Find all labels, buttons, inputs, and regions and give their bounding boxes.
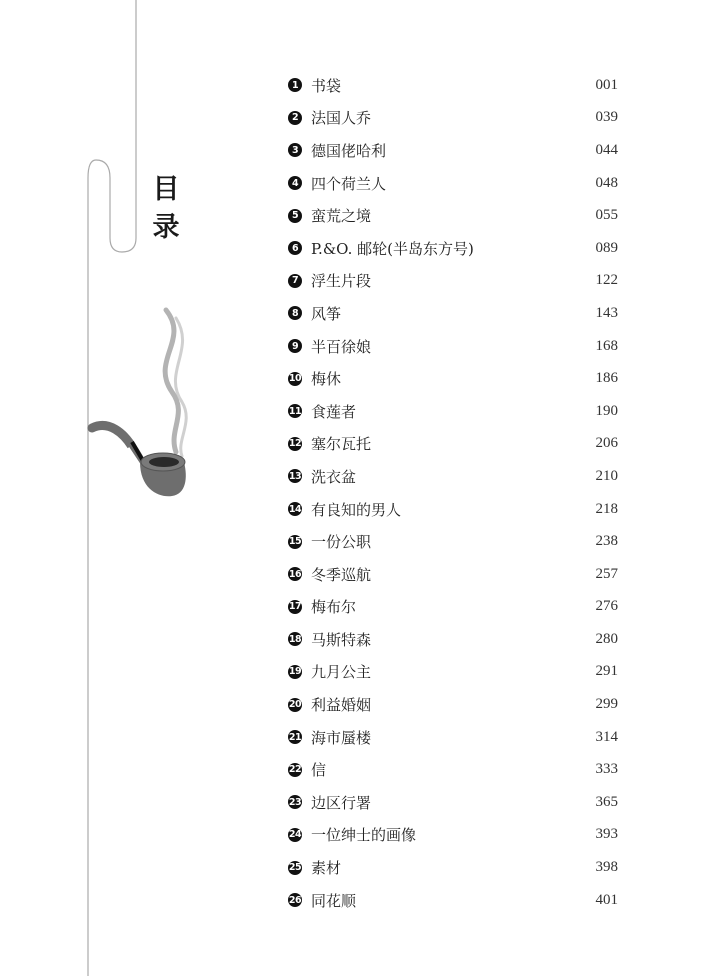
chapter-title: 有良知的男人: [311, 500, 402, 519]
chapter-number-badge: 8: [288, 306, 302, 320]
chapter-title: 浮生片段: [311, 272, 372, 291]
chapter-title: 梅布尔: [311, 598, 357, 617]
toc-entry[interactable]: [288, 525, 618, 558]
page-number: 039: [595, 109, 618, 126]
chapter-number-badge: 20: [288, 699, 302, 711]
chapter-number-badge: 19: [288, 666, 302, 678]
toc-entry[interactable]: [288, 851, 618, 884]
chapter-title: 海市蜃楼: [311, 728, 372, 747]
chapter-number-badge: 22: [288, 764, 302, 776]
toc-entry[interactable]: [288, 460, 618, 493]
toc-list: [288, 69, 618, 916]
chapter-number-badge: 24: [288, 829, 302, 841]
chapter-title: 洗衣盆: [311, 467, 357, 486]
toc-entry[interactable]: [288, 199, 618, 232]
chapter-number-badge: 11: [288, 405, 302, 417]
chapter-title: 风筝: [311, 304, 342, 323]
chapter-number-badge: 6: [288, 241, 302, 255]
page-number: 314: [595, 728, 618, 745]
margin-rule-line: [88, 0, 136, 976]
chapter-title: 马斯特森: [311, 630, 372, 649]
toc-entry[interactable]: [288, 69, 618, 102]
toc-entry[interactable]: [288, 428, 618, 461]
chapter-number-badge: 17: [288, 601, 302, 613]
smoke-icon: [165, 310, 186, 456]
chapter-title: 利益婚姻: [311, 696, 372, 715]
chapter-number-badge: 25: [288, 862, 302, 874]
chapter-number-badge: 26: [288, 894, 302, 906]
chapter-number-badge: 2: [288, 111, 302, 125]
page-number: 291: [595, 663, 618, 680]
page-number: 055: [595, 207, 618, 224]
chapter-number-badge: 3: [288, 143, 302, 157]
page-number: 401: [595, 891, 618, 908]
page-number: 186: [595, 370, 618, 387]
chapter-number-badge: 7: [288, 274, 302, 288]
page-number: 257: [595, 565, 618, 582]
toc-entry[interactable]: [288, 819, 618, 852]
toc-entry[interactable]: [288, 102, 618, 135]
toc-entry[interactable]: [288, 721, 618, 754]
chapter-number-badge: 16: [288, 568, 302, 580]
chapter-number-badge: 9: [288, 339, 302, 353]
chapter-title: 同花顺: [311, 891, 357, 910]
toc-entry[interactable]: [288, 265, 618, 298]
page-number: 190: [595, 402, 618, 419]
page-number: 168: [595, 337, 618, 354]
toc-entry[interactable]: [288, 591, 618, 624]
toc-heading-char-1: 目: [152, 174, 180, 205]
page-number: 365: [595, 793, 618, 810]
toc-entry[interactable]: [288, 395, 618, 428]
toc-entry[interactable]: [288, 362, 618, 395]
toc-entry[interactable]: [288, 884, 618, 917]
chapter-title: 边区行署: [311, 793, 372, 812]
page-number: 210: [595, 467, 618, 484]
chapter-number-badge: 14: [288, 503, 302, 515]
toc-entry[interactable]: [288, 297, 618, 330]
page-number: 276: [595, 598, 618, 615]
chapter-title: 法国人乔: [311, 109, 372, 128]
chapter-number-badge: 21: [288, 731, 302, 743]
toc-entry[interactable]: [288, 753, 618, 786]
chapter-title: 四个荷兰人: [311, 174, 387, 193]
chapter-number-badge: 18: [288, 633, 302, 645]
chapter-title: 九月公主: [311, 663, 372, 682]
chapter-title: P.&O. 邮轮(半岛东方号): [311, 239, 474, 258]
toc-entry[interactable]: [288, 330, 618, 363]
page-number: 238: [595, 533, 618, 550]
page-number: 122: [595, 272, 618, 289]
chapter-number-badge: 13: [288, 470, 302, 482]
chapter-title: 冬季巡航: [311, 565, 372, 584]
chapter-number-badge: 23: [288, 796, 302, 808]
toc-entry[interactable]: [288, 656, 618, 689]
chapter-title: 德国佬哈利: [311, 141, 387, 160]
chapter-title: 素材: [311, 859, 342, 878]
toc-heading-char-2: 录: [152, 212, 180, 243]
page-number: 143: [595, 304, 618, 321]
page-number: 218: [595, 500, 618, 517]
chapter-number-badge: 1: [288, 78, 302, 92]
page-number: 299: [595, 696, 618, 713]
toc-entry[interactable]: [288, 688, 618, 721]
chapter-number-badge: 10: [288, 373, 302, 385]
chapter-title: 塞尔瓦托: [311, 435, 372, 454]
toc-entry[interactable]: [288, 134, 618, 167]
toc-entry[interactable]: [288, 786, 618, 819]
toc-entry[interactable]: [288, 232, 618, 265]
chapter-title: 一份公职: [311, 533, 372, 552]
toc-entry[interactable]: [288, 493, 618, 526]
chapter-number-badge: 12: [288, 438, 302, 450]
page-number: 398: [595, 859, 618, 876]
toc-entry[interactable]: [288, 167, 618, 200]
chapter-title: 梅休: [311, 370, 342, 389]
chapter-title: 蛮荒之境: [311, 207, 372, 226]
chapter-title: 食莲者: [311, 402, 357, 421]
page-number: 280: [595, 630, 618, 647]
chapter-title: 半百徐娘: [311, 337, 372, 356]
page-number: 206: [595, 435, 618, 452]
tobacco-pipe-icon: [92, 425, 186, 496]
page-number: 044: [595, 141, 618, 158]
chapter-number-badge: 15: [288, 536, 302, 548]
chapter-number-badge: 5: [288, 209, 302, 223]
chapter-title: 书袋: [311, 76, 342, 95]
page-number: 089: [595, 239, 618, 256]
page-number: 001: [595, 76, 618, 93]
chapter-title: 一位绅士的画像: [311, 826, 417, 845]
chapter-title: 信: [311, 761, 327, 780]
page-number: 333: [595, 761, 618, 778]
page-number: 048: [595, 174, 618, 191]
page-number: 393: [595, 826, 618, 843]
toc-entry[interactable]: [288, 623, 618, 656]
toc-entry[interactable]: [288, 558, 618, 591]
chapter-number-badge: 4: [288, 176, 302, 190]
